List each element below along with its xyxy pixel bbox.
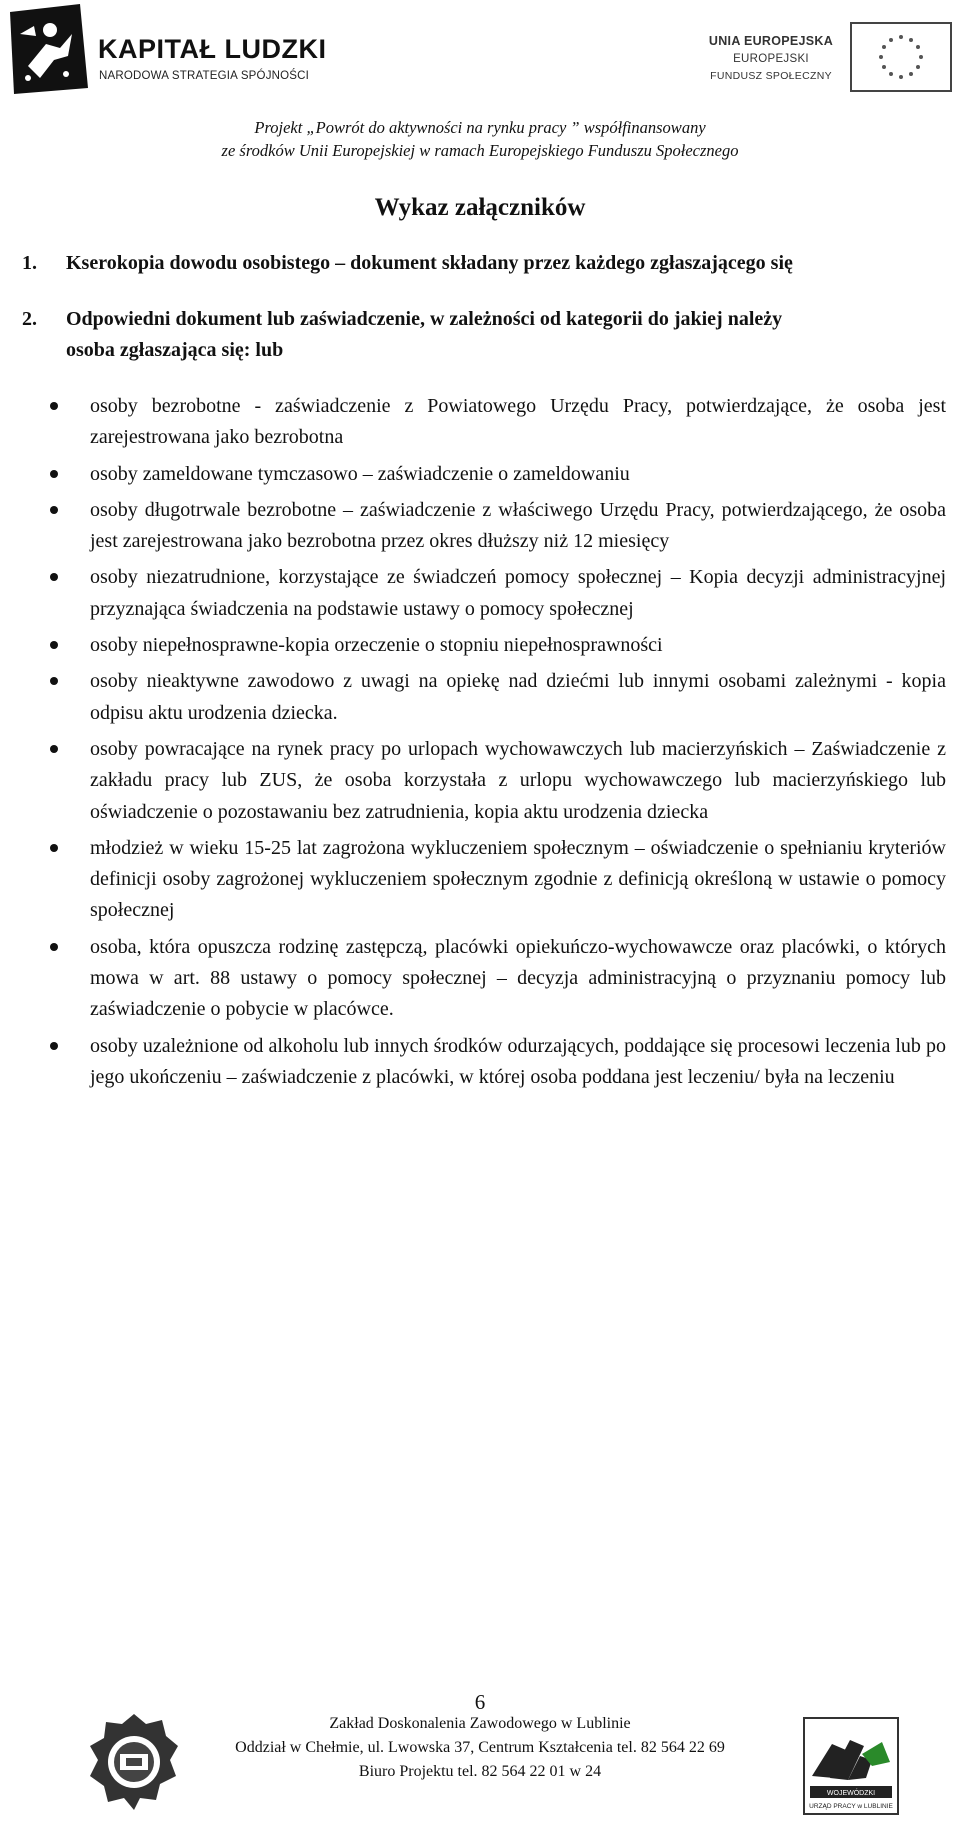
list-item: osoby uzależnione od alkoholu lub innych środków odurzających, poddające się procesowi leczenia lub po jego ukończeniu – zaświadczenie z placówki, w której osoba poddana jest leczeniu/ była na leczeniu [50,1031,946,1094]
bullet-icon [50,402,58,410]
item-text: Kserokopia dowodu osobistego – dokument składany przez każdego zgłaszającego się [66,252,793,274]
wup-logo-text1: WOJEWÓDZKI [826,1790,876,1797]
footer-line2: Oddział w Chełmie, ul. Lwowska 37, Centrum Kształcenia tel. 82 564 22 69 [235,1739,725,1756]
kapital-ludzki-emblem-icon [6,4,92,96]
eu-logo-line1: UNIA EUROPEJSKA [708,34,834,48]
list-item: osoby powracające na rynek pracy po urlopach wychowawczych lub macierzyńskich – Zaświadczenie z zakładu pracy lub ZUS, że osoba korzystała z urlopu wychowawczego lub macierzyńskiego lub oświadczenie o pozostawaniu bez zatrudnienia, kopia aktu urodzenia dziecka [50,734,946,828]
list-item: osoby niepełnosprawne-kopia orzeczenie o stopniu niepełnosprawności [50,630,946,661]
bullet-icon [50,943,58,951]
eu-logo-line2: EUROPEJSKI [733,53,809,65]
list-item: osoby nieaktywne zawodowo z uwagi na opiekę nad dziećmi lub innymi osobami zależnymi - kopia odpisu aktu urodzenia dziecka. [50,666,946,729]
bullet-icon [50,1042,58,1050]
bullet-icon [50,844,58,852]
document-title: Wykaz załączników [374,194,586,221]
numbered-item-1 [22,248,942,279]
eu-logo [700,22,954,94]
bullet-icon [50,745,58,753]
project-header-line2: ze środków Unii Europejskiej w ramach Europejskiego Funduszu Społecznego [221,141,739,160]
footer-line3: Biuro Projektu tel. 82 564 22 01 w 24 [358,1763,602,1780]
list-item: osoby bezrobotne - zaświadczenie z Powiatowego Urzędu Pracy, potwierdzające, że osoba jest zarejestrowana jako bezrobotna [50,391,946,454]
bullet-icon [50,677,58,685]
project-header-line1: Projekt „Powrót do aktywności na rynku pracy ” współfinansowany [254,118,706,137]
list-item: osoby zameldowane tymczasowo – zaświadczenie o zameldowaniu [50,459,946,490]
bullet-icon [50,470,58,478]
item-text-line1: Odpowiedni dokument lub zaświadczenie, w zależności od kategorii do jakiej należy [66,308,783,330]
zdz-emblem-icon [86,1710,182,1814]
item-number: 2. [22,308,37,330]
bullet-icon [50,506,58,514]
eu-logo-line3: FUNDUSZ SPOŁECZNY [710,70,832,82]
list-item: osoby niezatrudnione, korzystające ze świadczeń pomocy społecznej – Kopia decyzji administracyjnej przyznająca świadczenia na podstawie ustawy o pomocy społecznej [50,562,946,625]
wup-logo-text2: URZĄD PRACY w LUBLINIE [809,1803,893,1810]
wup-arrows-icon [802,1716,900,1816]
list-item: osoby długotrwale bezrobotne – zaświadczenie z właściwego Urzędu Pracy, potwierdzającego, że osoba jest zarejestrowana jako bezrobotna przez okres dłuższy niż 12 miesięcy [50,495,946,558]
kapital-ludzki-subtitle: NARODOWA STRATEGIA SPÓJNOŚCI [99,70,310,82]
bullet-icon [50,641,58,649]
footer-line1: Zakład Doskonalenia Zawodowego w Lublinie [329,1715,631,1732]
eu-flag-icon [850,22,952,92]
list-item: młodzież w wieku 15-25 lat zagrożona wykluczeniem społecznym – oświadczenie o spełnianiu kryteriów definicji osoby zagrożonej wykluczeniem społecznym zgodnie z definicją określoną w ustawie o pomocy społecznej [50,833,946,927]
page-number: 6 [474,1690,486,1714]
list-item: osoba, która opuszcza rodzinę zastępczą, placówki opiekuńczo-wychowawcze oraz placówki, o których mowa w art. 88 ustawy o pomocy społecznej – decyzja administracyjną o przyznaniu pomocy lub zaświadczenie o pobycie w placówce. [50,932,946,1026]
item-number: 1. [22,252,37,274]
wup-lublin-logo [802,1716,900,1816]
numbered-item-2 [22,304,942,366]
item-text-line2: osoba zgłaszająca się: lub [66,339,284,361]
kapital-ludzki-title: KAPITAŁ LUDZKI [98,34,327,64]
kapital-ludzki-logo [6,4,336,96]
bullet-icon [50,573,58,581]
category-list [50,391,946,1098]
